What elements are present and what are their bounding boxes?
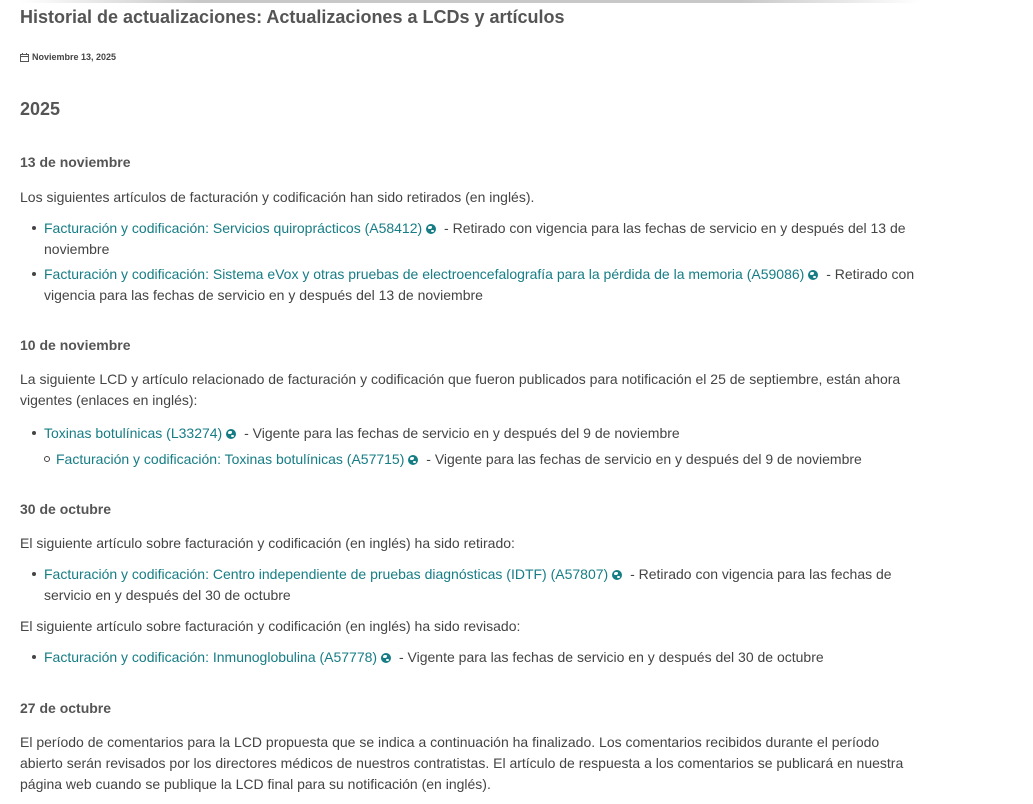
item-status: - Vigente para las fechas de servicio en y después del 9 de noviembre <box>240 425 680 441</box>
globe-icon <box>808 270 818 280</box>
article-link-a58412[interactable]: Facturación y codificación: Servicios quiroprácticos (A58412) <box>44 220 423 236</box>
globe-icon <box>426 224 436 234</box>
list-item <box>20 264 920 305</box>
list-item <box>20 423 920 444</box>
item-status: - Vigente para las fechas de servicio en y después del 9 de noviembre <box>422 450 862 467</box>
list-item <box>20 647 920 668</box>
list-nov10 <box>20 423 920 469</box>
list-nov13 <box>20 218 920 305</box>
calendar-icon <box>20 53 29 62</box>
globe-icon <box>612 570 622 580</box>
item-status: - Vigente para las fechas de servicio en y después del 30 de octubre <box>395 649 824 665</box>
section-heading-nov10: 10 de noviembre <box>20 337 131 353</box>
date-text: Noviembre 13, 2025 <box>32 52 117 62</box>
list-subitem <box>20 449 920 470</box>
year-heading: 2025 <box>20 99 61 119</box>
item-status: - Retirado con vigencia para las fechas de servicio en y después del 13 de noviembre <box>44 220 906 257</box>
list-item <box>20 564 920 605</box>
article-link-a57715[interactable]: Facturación y codificación: Toxinas botulínicas (A57715) <box>56 450 405 467</box>
section-heading-oct27: 27 de octubre <box>20 699 112 716</box>
section-intro-nov10: La siguiente LCD y artículo relacionado de facturación y codificación que fueron publicados para notificación el 25 de septiembre, están ahora vigentes (enlaces en inglés): <box>20 371 901 408</box>
section-intro2-oct30: El siguiente artículo sobre facturación y codificación (en inglés) ha sido revisado: <box>20 618 521 634</box>
globe-icon <box>408 455 418 465</box>
globe-icon <box>226 429 236 439</box>
updates-content <box>20 150 920 795</box>
article-link-a57778[interactable]: Facturación y codificación: Inmunoglobulina (A57778) <box>44 649 378 665</box>
section-intro-nov13: Los siguientes artículos de facturación y codificación han sido retirados (en inglés). <box>20 189 535 205</box>
article-link-a57807[interactable]: Facturación y codificación: Centro independiente de pruebas diagnósticas (IDTF) (A57807) <box>44 566 609 582</box>
list-oct30-revised <box>20 647 920 668</box>
list-oct30-retired <box>20 564 920 605</box>
section-intro-oct30: El siguiente artículo sobre facturación y codificación (en inglés) ha sido retirado: <box>20 535 515 551</box>
globe-icon <box>381 653 391 663</box>
top-divider <box>20 0 920 3</box>
lcd-link-l33274[interactable]: Toxinas botulínicas (L33274) <box>44 425 223 441</box>
section-intro-oct27: El período de comentarios para la LCD propuesta que se indica a continuación ha finalizado. Los comentarios recibidos durante el período abierto serán revisados por los directores médicos de nuestros contratistas. El artículo de respuesta a los comentarios se publicará en nuestra página web cuando se publique la LCD final para su notificación (en inglés). <box>20 733 904 792</box>
item-status: - Retirado con vigencia para las fechas de servicio en y después del 13 de noviembre <box>44 266 915 303</box>
publish-date <box>20 52 116 62</box>
page-title: Historial de actualizaciones: Actualizaciones a LCDs y artículos <box>20 7 565 27</box>
section-heading-oct30: 30 de octubre <box>20 501 112 517</box>
list-item <box>20 218 920 259</box>
item-status: - Retirado con vigencia para las fechas de servicio en y después del 30 de octubre <box>44 566 892 603</box>
article-link-a59086[interactable]: Facturación y codificación: Sistema eVox y otras pruebas de electroencefalografía para la pérdida de la memoria (A59086) <box>44 266 805 282</box>
section-heading-nov13: 13 de noviembre <box>20 154 131 170</box>
